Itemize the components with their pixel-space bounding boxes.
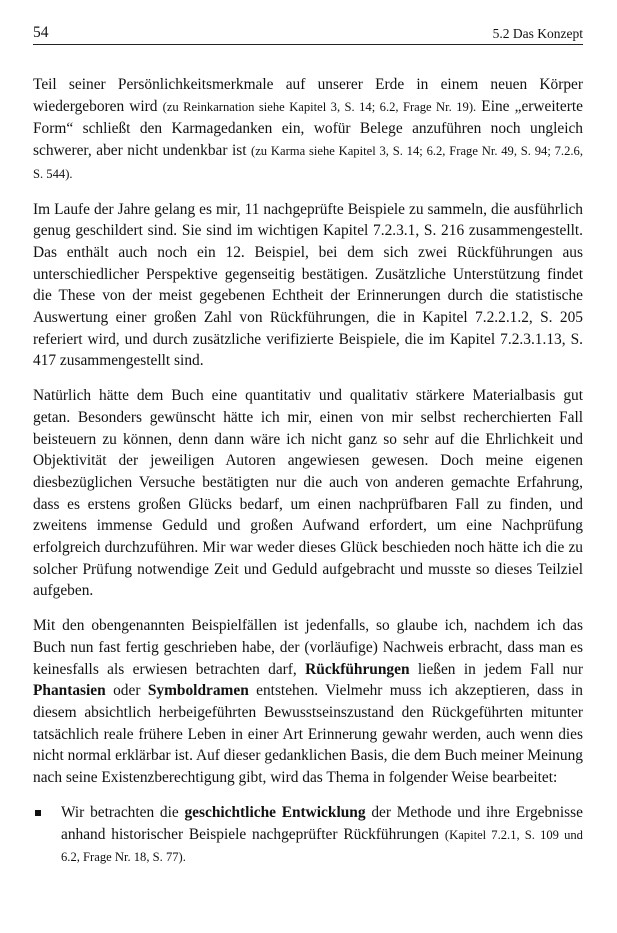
- emphasis-term: Rückführungen: [305, 660, 410, 678]
- paragraph-text: ließen in jedem Fall nur: [417, 660, 583, 678]
- paragraph-text: Eine „erweiterte Form“ schließt den Karmagedanken ein, wofür Belege anzuführen noch ungleich schwerer, aber nicht undenkbar ist: [33, 97, 583, 160]
- paragraph-text: entstehen. Vielmehr muss ich akzeptieren, dass in diesem absichtlich herbeigeführten Bewusstseinszustand den Rückgeführten mitunter tatsächlich reale frühere Leben in einer Art Erinnerung gewahr werden, auch wenn dies nicht normal erklärbar ist. Auf dieser gedanklichen Basis, die dem Buch meiner Meinung nach seine Existenzberechtigung gibt, wird das Thema in folgender Weise bearbeitet:: [33, 682, 583, 787]
- chapter-reference: (Kapitel 7.2.1, S. 109 und 6.2, Frage Nr. 18, S. 77).: [61, 827, 583, 865]
- body-text: [33, 74, 583, 869]
- emphasis-term: Symboldramen: [147, 682, 249, 700]
- emphasis-term: geschichtliche Entwicklung: [184, 803, 366, 821]
- list-item: [33, 802, 583, 869]
- square-bullet-icon: [35, 810, 41, 816]
- chapter-reference: (zu Karma siehe Kapitel 3, S. 14; 6.2, Frage Nr. 49, S. 94; 7.2.6, S. 544).: [33, 144, 583, 181]
- paragraph-text: Teil seiner Persönlichkeitsmerkmale auf unserer Erde in einem neuen Körper wiedergeboren wird: [33, 76, 583, 115]
- paragraph-text: Mit den obengenannten Beispielfällen ist jedenfalls, so glaube ich, nachdem ich das Buch nun fast fertig geschrieben habe, der (vorläufige) Nachweis erbracht, dass man es keinesfalls als erwiesen betrachten darf,: [33, 617, 583, 678]
- chapter-reference: (zu Reinkarnation siehe Kapitel 3, S. 14; 6.2, Frage Nr. 19).: [162, 99, 477, 114]
- paragraph-2: Im Laufe der Jahre gelang es mir, 11 nachgeprüfte Beispiele zu sammeln, die ausführlich genug geschildert sind. Sie sind im wichtigen Kapitel 7.2.3.1, S. 216 zusammengestellt. Das enthält auch noch ein 12. Beispiel, bei dem sich zwei Rückführungen aus unterschiedlicher Perspektive gegenseitig bestätigen. Zusätzliche Unterstützung findet die These von der meist gegebenen Echtheit der Erinnerungen durch die statistische Auswertung einer großen Zahl von Rückführungen, die in Kapitel 7.2.2.1.2, S. 205 referiert wird, und durch zusätzliche verifizierte Beispiele, die im Kapitel 7.2.3.1.13, S. 417 zusammengestellt sind.: [33, 200, 583, 370]
- paragraph-3: Natürlich hätte dem Buch eine quantitativ und qualitativ stärkere Materialbasis gut getan. Besonders gewünscht hätte ich mir, einen von mir selbst recherchierten Fall beisteuern zu können, denn dann wäre ich nicht ganz so sehr auf die Ehrlichkeit und Objektivität der jeweiligen Autoren angewiesen gewesen. Doch meine eigenen diesbezüglichen Versuche bestätigten nur die auch von anderen gemachte Erfahrung, dass es erstens großen Glücks bedarf, um einen nachprüfbaren Fall zu finden, und zweitens immense Geduld und großen Aufwand erfordert, um eine Nachprüfung erfolgreich durchzuführen. Mir war weder dieses Glück beschieden noch hätte ich die zu solcher Prüfung notwendige Zeit und Geduld aufgebracht und musste so dieses Teilziel aufgeben.: [33, 387, 583, 600]
- section-title: 5.2 Das Konzept: [492, 26, 583, 41]
- list-item-text: Wir betrachten die: [61, 803, 179, 821]
- paragraph-1: [33, 74, 583, 186]
- paragraph-4: [33, 615, 583, 789]
- emphasis-term: Phantasien: [33, 682, 106, 700]
- running-header: [33, 24, 583, 45]
- bullet-list: [33, 802, 583, 869]
- list-item-text: der Methode und ihre Ergebnisse anhand historischer Beispiele nachgeprüfter Rückführungen: [61, 803, 583, 843]
- page-number: 54: [33, 24, 49, 41]
- paragraph-text: oder: [113, 682, 141, 700]
